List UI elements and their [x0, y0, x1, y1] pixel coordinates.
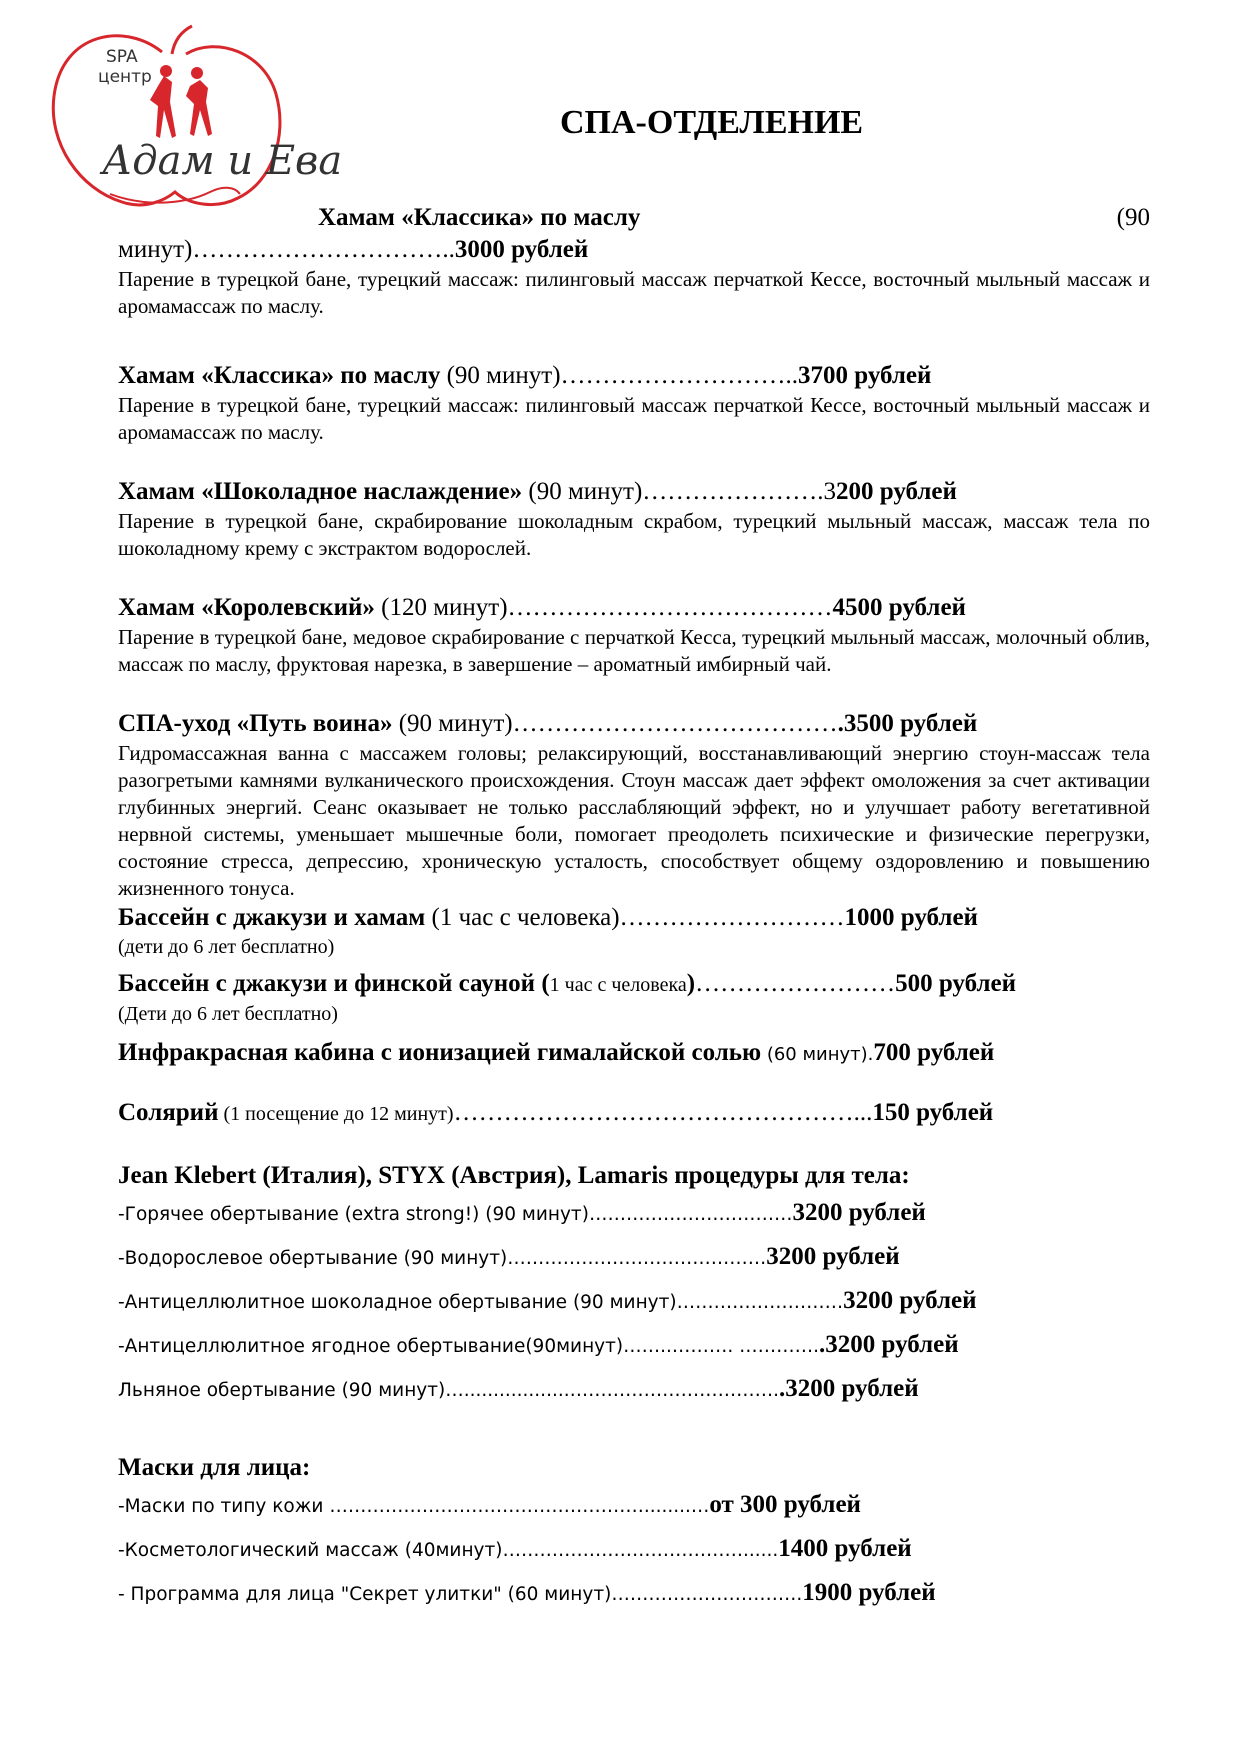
infrared-cabin-heading: [118, 1037, 1150, 1071]
pool-jacuzzi-sauna-paren-open: (: [535, 970, 550, 997]
body-item: [118, 1368, 1150, 1412]
face-item: [118, 1484, 1150, 1528]
pool-jacuzzi-sauna-paren-close: ): [686, 970, 696, 997]
service-2-duration: (90 минут): [440, 362, 561, 389]
service-3-price: 200 рублей: [836, 478, 957, 505]
service-1-heading: [118, 202, 1150, 266]
service-3-description: Парение в турецкой бане, скрабирование шоколадным скрабом, турецкий мыльный массаж, массаж тела по шоколадному крему с экстрактом водорослей.: [118, 509, 1150, 560]
service-3-dots: ………………….3: [642, 478, 837, 505]
service-1-dots: …………………………..: [192, 236, 455, 263]
face-item-price: от 300 рублей: [709, 1491, 861, 1518]
face-item-dots: …………………………………......: [502, 1540, 779, 1561]
body-item-price: 3200 рублей: [843, 1287, 977, 1314]
page-title: СПА-ОТДЕЛЕНИЕ: [560, 104, 864, 141]
body-item-dots: ……………………………………: [507, 1248, 767, 1269]
pool-jacuzzi-sauna-heading: [118, 968, 1150, 1001]
service-1-name: Хамам «Классика» по маслу: [318, 204, 641, 231]
service-2-price: 3700 рублей: [798, 362, 932, 389]
body-item-dots: ……..………. ………….: [623, 1336, 820, 1357]
service-2-dots: ………………………..: [560, 362, 799, 389]
pool-jacuzzi-hamam-name: Бассейн с джакузи и хамам: [118, 904, 426, 931]
body-item-label: -Антицеллюлитное ягодное обертывание(90минут): [118, 1336, 624, 1357]
body-item-price: 3200 рублей: [766, 1243, 900, 1270]
face-item-label: - Программа для лица "Секрет улитки" (60 минут): [118, 1584, 612, 1605]
body-item-label: -Водорослевое обертывание (90 минут): [118, 1248, 508, 1269]
body-item-label: -Горячее обертывание (extra strong!) (90 минут): [118, 1204, 589, 1225]
body-item: [118, 1324, 1150, 1368]
pool-jacuzzi-sauna-price: 500 рублей: [895, 970, 1016, 997]
pool-jacuzzi-hamam-dots: ………………………: [619, 904, 845, 931]
face-item-label: -Маски по типу кожи: [118, 1496, 330, 1517]
service-3-name: Хамам «Шоколадное наслаждение»: [118, 478, 523, 505]
service-1-price: 3000 рублей: [454, 236, 589, 263]
face-item-price: 1900 рублей: [802, 1579, 936, 1606]
pool-jacuzzi-sauna-name: Бассейн с джакузи и финской сауной: [118, 970, 536, 997]
body-procedures-title: Jean Klebert (Италия), STYX (Австрия), Lamaris процедуры для тела:: [118, 1162, 910, 1189]
service-5-name: СПА-уход «Путь воина»: [118, 710, 393, 737]
pool-jacuzzi-sauna-note: (Дети до 6 лет бесплатно): [118, 1003, 338, 1025]
body-item-dots: ………………………: [676, 1292, 844, 1313]
service-5-dots: …………………………………: [512, 710, 838, 737]
face-item: [118, 1572, 1150, 1616]
service-5-heading: [118, 708, 1150, 740]
body-item: [118, 1236, 1150, 1280]
logo-script-text: Адам и Ева: [102, 138, 343, 184]
body-item-dots: …..................…………………………….: [445, 1380, 779, 1401]
solarium-heading: [118, 1097, 1150, 1130]
face-item: [118, 1528, 1150, 1572]
solarium-name: Солярий: [118, 1099, 219, 1126]
pool-jacuzzi-sauna-duration: 1 час с человека: [549, 974, 687, 996]
service-4-name: Хамам «Королевский»: [118, 594, 375, 621]
logo-spa-text: SPA: [106, 47, 138, 67]
service-4-duration: (120 минут): [374, 594, 508, 621]
body-item: [118, 1192, 1150, 1236]
body-item-price: .3200 рублей: [778, 1375, 919, 1402]
service-3-heading: [118, 476, 1150, 508]
pool-jacuzzi-hamam-heading: [118, 902, 1150, 934]
service-4-dots: …………………………………: [507, 594, 833, 621]
pool-jacuzzi-hamam-duration: (1 час с человека): [425, 904, 620, 931]
service-5-duration: (90 минут): [392, 710, 513, 737]
infrared-cabin-duration: (60 минут).: [761, 1044, 874, 1065]
service-4-heading: [118, 592, 1150, 624]
face-item-dots: ………………………….: [611, 1584, 803, 1605]
body-item-dots: ……………………………: [588, 1204, 793, 1225]
service-1-duration: (90: [1116, 204, 1150, 231]
service-3-duration: (90 минут): [522, 478, 643, 505]
service-1-duration-cont: минут): [118, 236, 193, 263]
body-item-price: 3200 рублей: [792, 1199, 926, 1226]
face-item-label: -Косметологический массаж (40минут): [118, 1540, 503, 1561]
body-item-label: -Антицеллюлитное шоколадное обертывание (90 минут): [118, 1292, 677, 1313]
face-item-dots: ……………………………………………........…: [329, 1496, 710, 1517]
service-4-price: 4500 рублей: [832, 594, 966, 621]
service-5-price: .3500 рублей: [837, 710, 978, 737]
face-masks-title: Маски для лица:: [118, 1454, 311, 1481]
service-4-description: Парение в турецкой бане, медовое скрабирование с перчаткой Кесса, турецкий мыльный массаж, молочный облив, массаж по маслу, фруктовая нарезка, в завершение – ароматный имбирный чай.: [118, 625, 1150, 676]
spa-logo: [40, 24, 343, 224]
infrared-cabin-price: 700 рублей: [873, 1039, 995, 1066]
service-2-heading: [118, 360, 1150, 392]
body-item: [118, 1280, 1150, 1324]
service-2-name: Хамам «Классика» по маслу: [118, 362, 441, 389]
pool-jacuzzi-sauna-dots: ……………………: [695, 970, 896, 997]
service-1-description: Парение в турецкой бане, турецкий массаж: пилинговый массаж перчаткой Кессе, восточный мыльный массаж и аромамассаж по маслу.: [118, 267, 1150, 318]
logo-center-text: центр: [98, 67, 152, 87]
body-item-price: .3200 рублей: [819, 1331, 959, 1358]
face-item-price: 1400 рублей: [778, 1535, 912, 1562]
service-5-description: Гидромассажная ванна с массажем головы; релаксирующий, восстанавливающий энергию стоун-массаж тела разогретыми камнями вулканического происхождения. Стоун массаж дает эффект омоложения за счет активации глубинных энергий. Сеанс оказывает не только расслабляющий эффект, но и улучшает работу вегетативной нервной системы, уменьшает мышечные боли, помогает преодолеть психические и физические перегрузки, состояние стресса, депрессию, хроническую усталость, способствует общему оздоровлению и повышению жизненного тонуса.: [118, 741, 1150, 900]
solarium-price: 150 рублей: [872, 1099, 994, 1126]
service-2-description: Парение в турецкой бане, турецкий массаж: пилинговый массаж перчаткой Кессе, восточный мыльный массаж и аромамассаж по маслу.: [118, 393, 1150, 444]
pool-jacuzzi-hamam-price: 1000 рублей: [844, 904, 978, 931]
infrared-cabin-name: Инфракрасная кабина с ионизацией гималайской солью: [118, 1039, 762, 1066]
solarium-duration: (1 посещение до 12 минут): [218, 1103, 454, 1125]
body-item-label: Льняное обертывание (90 минут): [118, 1380, 446, 1401]
pool-jacuzzi-hamam-note: (дети до 6 лет бесплатно): [118, 936, 335, 958]
price-list: [118, 202, 1150, 1616]
solarium-dots: …………………………………………...: [453, 1099, 873, 1126]
